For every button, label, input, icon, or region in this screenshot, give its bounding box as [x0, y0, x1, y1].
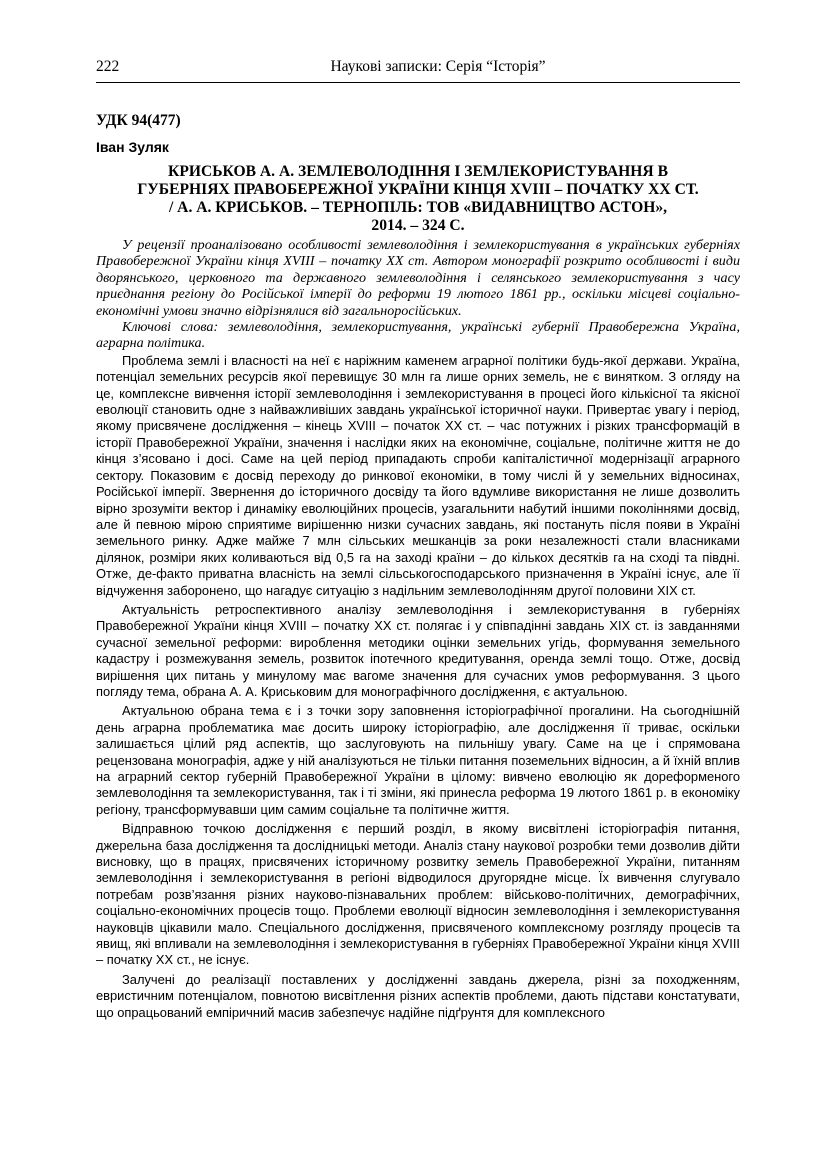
body-paragraph: Актуальність ретроспективного аналізу землеволодіння і землекористування в губерніях Правобережної України кінця XVIII – початку XX ст. полягає і у співпадінні завдань XIX ст. із завданнями сучасної земельної реформи: вироблення методики оцінки земельних угідь, формування земельного кадастру і розмежування земель, розвиток іпотечного кредитування, оренда землі тощо. Отже, досвід вирішення цих питань у минулому має вагоме значення для сучасних умов реформування. З цього погляду тема, обрана А. А. Криськовим для монографічного дослідження, є актуальною.	[96, 601, 740, 699]
title-line: / А. А. КРИСЬКОВ. – ТЕРНОПІЛЬ: ТОВ «ВИДАВНИЦТВО АСТОН»,	[168, 199, 668, 216]
article	[96, 111, 740, 1024]
body-paragraph: Залучені до реалізації поставлених у дослідженні завдань джерела, різні за походженням, евристичним потенціалом, повнотою висвітлення різних аспектів проблеми, дають підстави констатувати, що опрацьований емпіричний масив забезпечує надійне підґрунтя для комплексного	[96, 971, 740, 1020]
title-line: КРИСЬКОВ А. А. ЗЕМЛЕВОЛОДІННЯ І ЗЕМЛЕКОРИСТУВАННЯ В	[168, 163, 668, 180]
body-paragraph: Актуальною обрана тема є і з точки зору заповнення історіографічної прогалини. На сьогоднішній день аграрна проблематика має досить широку історіографію, але дослідження її триває, оскільки залишається цілий ряд аспектів, що заслуговують на пильнішу увагу. Саме на це і спрямована рецензована монографія, адже у ній аналізуються не тільки питання поземельних відносин, а й їхній вплив на аграрний сектор губерній Правобережної України в цілому: вивчено еволюцію як дореформеного землеволодіння та землекористування, так і ті зміни, які принесла реформа 19 лютого 1861 р. в економіку регіону, трансформувавши цим самим соціальне та політичне життя.	[96, 703, 740, 817]
title-line: 2014. – 324 С.	[371, 217, 465, 234]
udk-code: УДК 94(477)	[96, 112, 181, 129]
abstract: У рецензії проаналізовано особливості землеволодіння і землекористування в українських губерніях Правобережної України кінця XVIII – початку XX ст. Автором монографії розкрито особливості і види дворянського, церковного та державного землеволодіння і селянського землекористування з часу приєднання регіону до Російської імперії до реформи 19 лютого 1861 рр., оскільки місцеві соціально-економічні умови значно відрізнялися від загальноросійських.	[96, 237, 740, 319]
header-rule	[96, 82, 740, 83]
body-paragraph: Відправною точкою дослідження є перший розділ, в якому висвітлені історіографія питання, джерельна база дослідження та дослідницькі методи. Аналіз стану наукової розробки теми дозволив дійти висновку, що в працях, присвячених історичному розвитку земель Правобережної України, питанням землеволодіння і землекористування в регіоні відводилося другорядне місце. Їх вивчення слугувало потребам розв’язання різних науково-пізнавальних проблем: військово-політичних, демографічних, соціально-економічних процесів тощо. Проблеми еволюції відносин землеволодіння і землекористування науковців цікавили мало. Спеціального дослідження, присвяченого комплексному розгляду процесів та явищ, які впливали на землеволодіння і землекористування в губерніях Правобережної України кінця XVIII – початку XX ст., не існує.	[96, 821, 740, 968]
article-title	[96, 163, 740, 235]
keywords: Ключові слова: землеволодіння, землекористування, українські губернії Правобережна Україна, аграрна політика.	[96, 319, 740, 352]
article-body	[96, 353, 740, 1021]
page-number: 222	[96, 58, 120, 75]
journal-title: Наукові записки: Серія “Історія”	[330, 58, 546, 75]
body-paragraph: Проблема землі і власності на неї є наріжним каменем аграрної політики будь-якої держави. Україна, потенціал земельних ресурсів якої перевищує 30 млн га лише орних земель, не є винятком. З огляду на це, комплексне вивчення історії землеволодіння і землекористування в процесі його кількісної та якісної еволюції становить одне з найважливіших завдань української історичної науки. Привертає увагу і період, якому присвячене дослідження – кінець XVIII – початок XX ст. – час потужних і різких трансформацій в історії Правобережної України, значення і наслідки яких на економічне, соціальне, політичне життя не до кінця з’ясовано і досі. Саме на цей період припадають спроби капіталістичної модернізації аграрного сектору. Показовим є досвід переходу до ринкової економіки, в тому числі й у земельних відносинах, Російської імперії. Звернення до історичного досвіду та його вдумливе використання не лише дозволить вірно зрозуміти вектор і динаміку еволюційних процесів, узагальнити набутий іншими поколіннями досвід, але й певною мірою сприятиме вирішенню низки сучасних завдань, які постануть після появи в Україні земельного ринку. Адже майже 7 млн сільських мешканців за роки незалежності стали власниками ділянок, розміри яких коливаються від 0,5 га на заході країни – до кількох десятків га на сході та півдні. Отже, де-факто приватна власність на землі сільськогосподарського призначення в Україні існує, але її відчуження заборонено, що нагадує ситуацію з надільним землеволодінням другої половини XIX ст.	[96, 352, 740, 598]
running-header	[96, 55, 740, 77]
author-name: Іван Зуляк	[96, 139, 169, 155]
title-line: ГУБЕРНІЯХ ПРАВОБЕРЕЖНОЇ УКРАЇНИ КІНЦЯ XVIII – ПОЧАТКУ XX СТ.	[137, 181, 699, 198]
